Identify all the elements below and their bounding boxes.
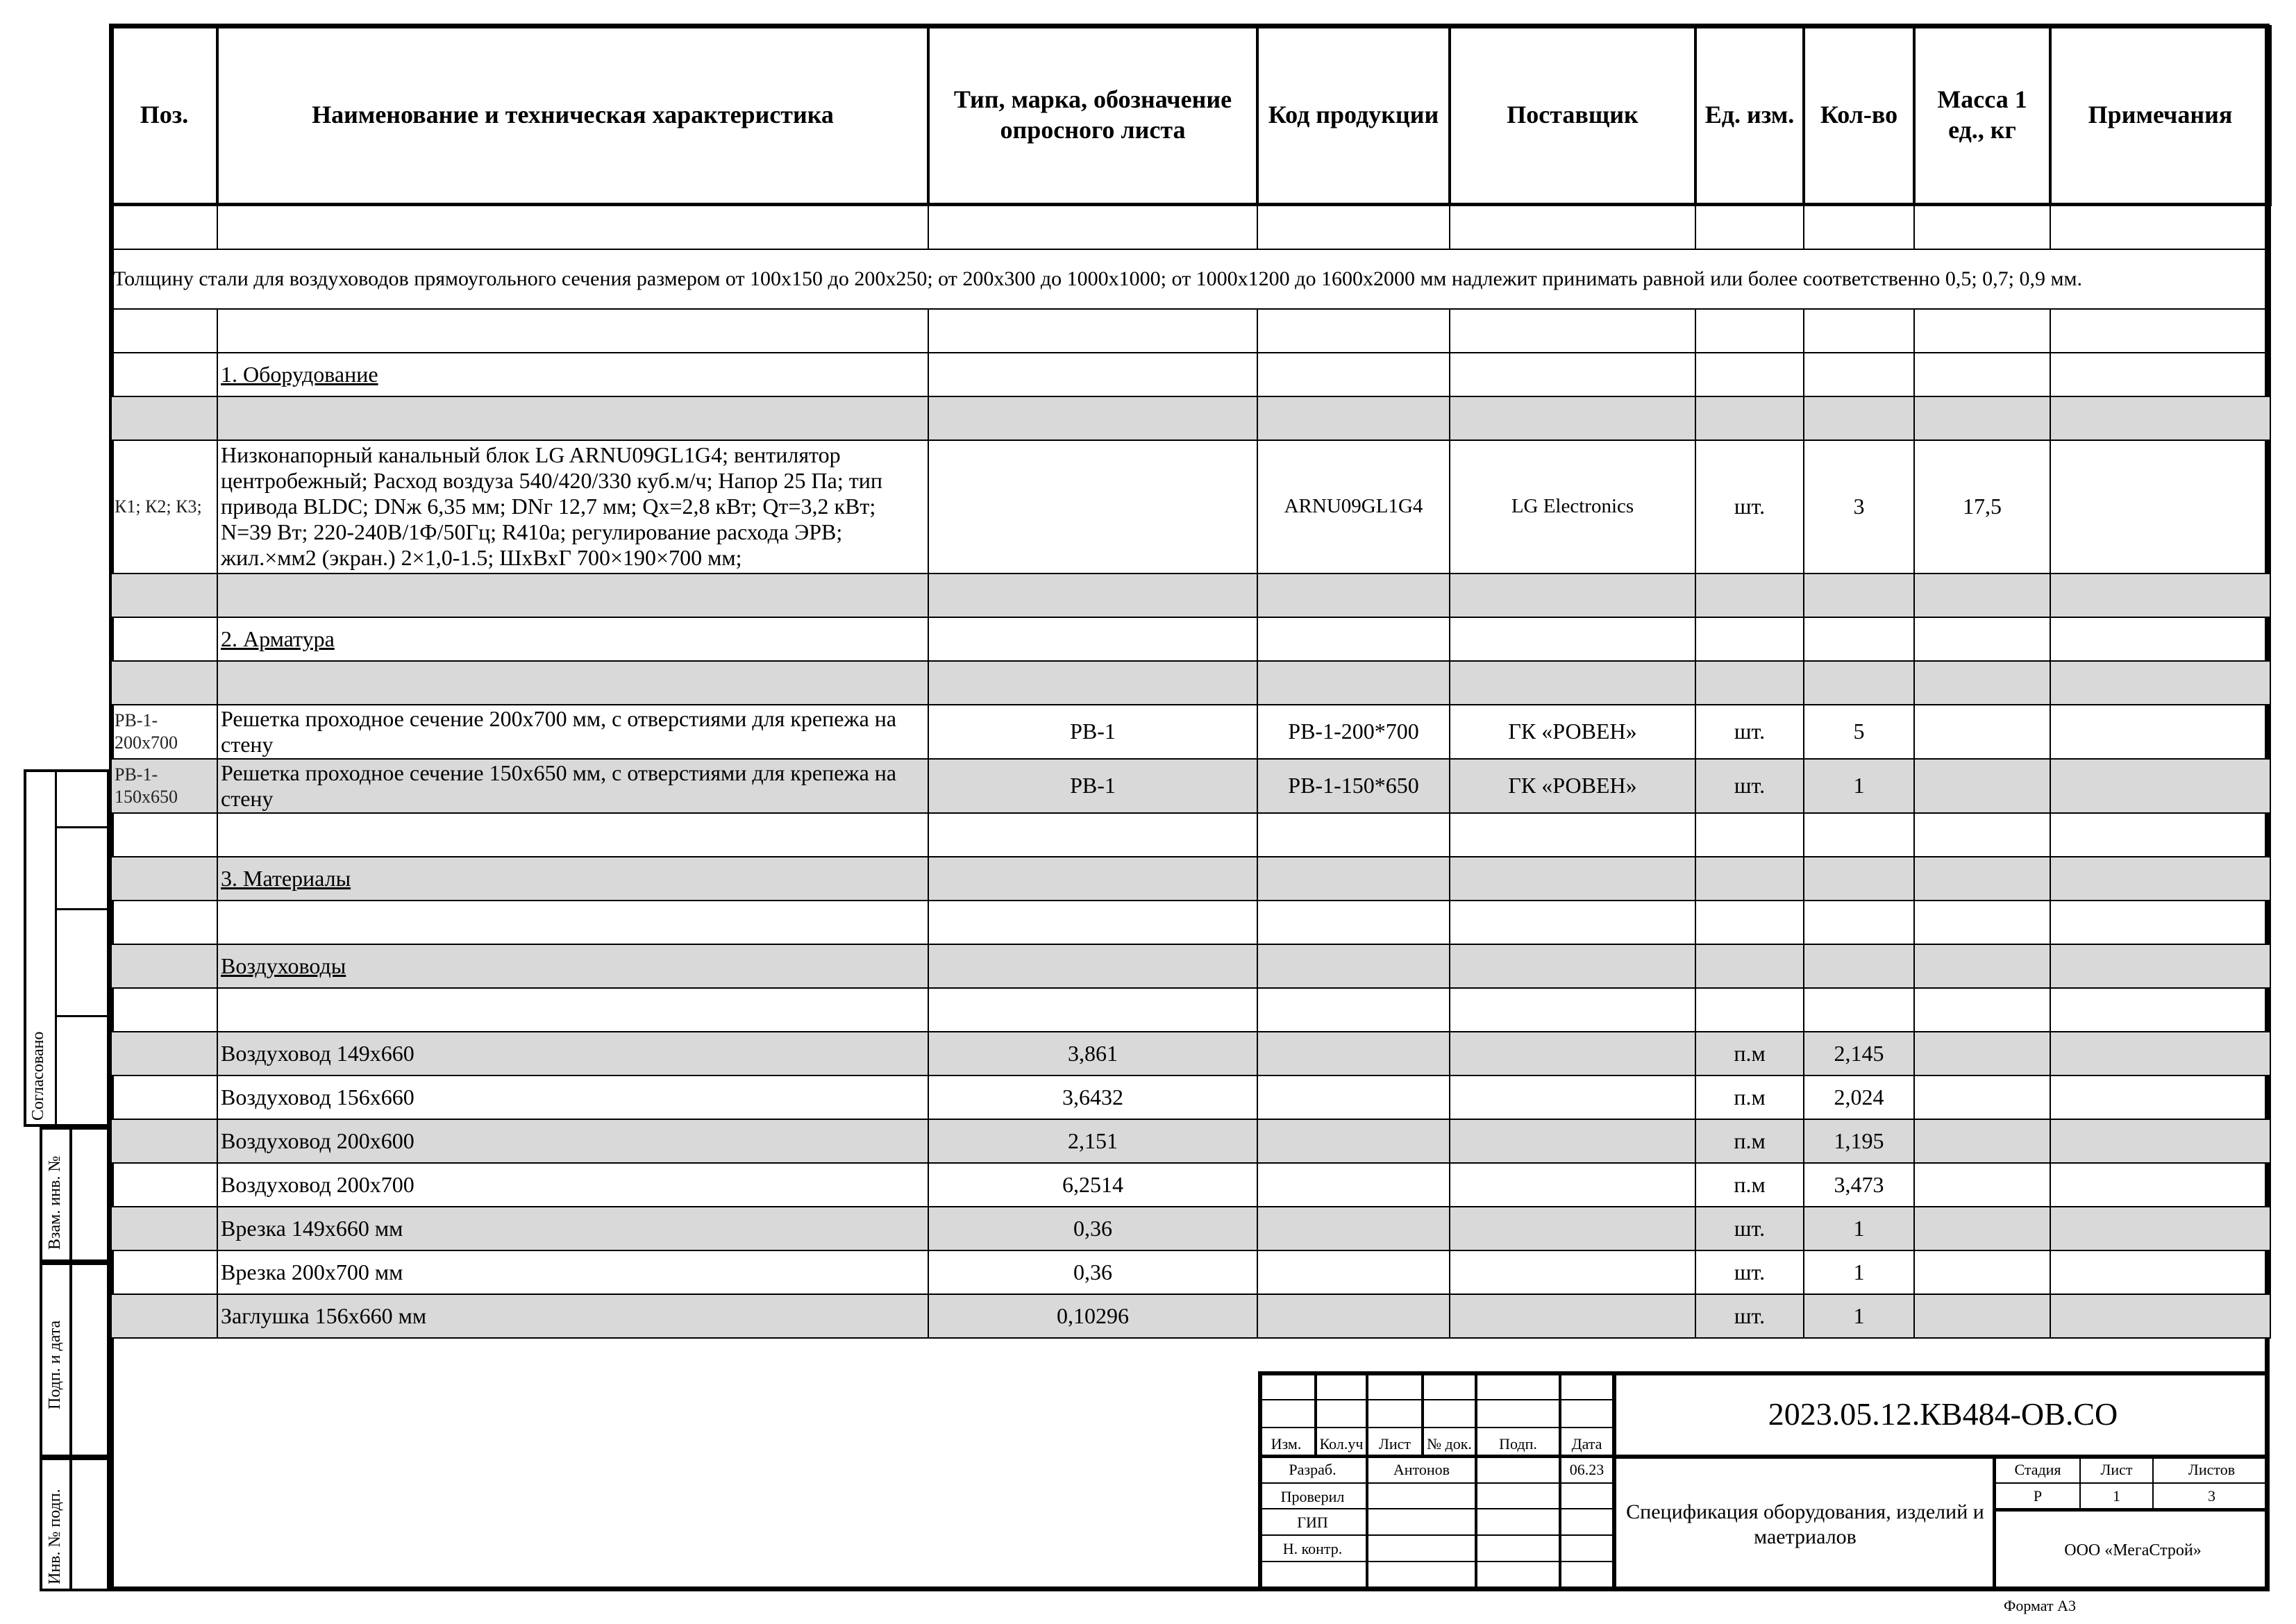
material-type: 6,2514 <box>928 1163 1257 1207</box>
inv-replace-label: Взам. инв. № <box>46 1155 64 1250</box>
col-name: Наименование и техническая характеристика <box>217 26 928 204</box>
material-type: 3,6432 <box>928 1075 1257 1119</box>
tb-developer-date: 06.23 <box>1569 1461 1604 1478</box>
tb-role-gip: ГИП <box>1297 1514 1328 1531</box>
fitting-qty: 5 <box>1804 705 1914 759</box>
tb-developer-name: Антонов <box>1393 1461 1450 1478</box>
equipment-qty: 3 <box>1804 440 1914 574</box>
material-name: Воздуховод 200х700 <box>217 1163 928 1207</box>
empty-row <box>111 901 2270 944</box>
material-name: Заглушка 156х660 мм <box>217 1294 928 1338</box>
material-row <box>111 1250 2270 1294</box>
fitting-code: РВ-1-200*700 <box>1257 705 1450 759</box>
fitting-pos: РВ-1-150х650 <box>111 759 217 813</box>
empty-row <box>111 661 2270 705</box>
section-row <box>111 944 2270 988</box>
tb-role-developer: Разраб. <box>1289 1461 1336 1478</box>
col-notes: Примечания <box>2050 26 2270 204</box>
material-qty: 1 <box>1804 1250 1914 1294</box>
tb-stage: Р <box>2033 1487 2043 1505</box>
material-unit: шт. <box>1695 1294 1804 1338</box>
col-mass: Масса 1 ед., кг <box>1914 26 2050 204</box>
section-row <box>111 857 2270 901</box>
material-unit: п.м <box>1695 1119 1804 1163</box>
company-name: ООО «МегаСтрой» <box>2064 1541 2202 1559</box>
sheet-format: Формат А3 <box>2003 1597 2077 1614</box>
section-row <box>111 617 2270 661</box>
fitting-name: Решетка проходное сечение 150х650 мм, с отверстиями для крепежа на стену <box>217 759 928 813</box>
inv-orig-label: Инв. № подп. <box>46 1489 64 1584</box>
empty-row <box>111 988 2270 1032</box>
fitting-row <box>111 759 2270 813</box>
material-row <box>111 1294 2270 1338</box>
document-code: 2023.05.12.КВ484-ОВ.СО <box>1768 1396 2118 1432</box>
fitting-supplier: ГК «РОВЕН» <box>1450 705 1695 759</box>
fitting-pos: РВ-1-200х700 <box>111 705 217 759</box>
note-row <box>111 249 2270 309</box>
material-unit: п.м <box>1695 1032 1804 1075</box>
col-pos: Поз. <box>111 26 217 204</box>
fitting-unit: шт. <box>1695 759 1804 813</box>
tb-col-date: Дата <box>1571 1435 1602 1453</box>
equipment-code: ARNU09GL1G4 <box>1257 440 1450 574</box>
tb-col-izm: Изм. <box>1271 1435 1302 1453</box>
material-type: 0,36 <box>928 1250 1257 1294</box>
material-type: 3,861 <box>928 1032 1257 1075</box>
equipment-supplier: LG Electronics <box>1450 440 1695 574</box>
fitting-code: РВ-1-150*650 <box>1257 759 1450 813</box>
tb-col-sign: Подп. <box>1499 1435 1537 1453</box>
tb-col-list: Лист <box>1378 1435 1411 1453</box>
material-name: Врезка 200х700 мм <box>217 1250 928 1294</box>
equipment-pos: К1; К2; К3; <box>111 440 217 574</box>
material-qty: 2,145 <box>1804 1032 1914 1075</box>
tb-role-checker: Проверил <box>1280 1488 1345 1505</box>
empty-row <box>111 204 2270 249</box>
sign-date-label: Подп. и дата <box>46 1320 64 1409</box>
fitting-type: РВ-1 <box>928 705 1257 759</box>
material-type: 0,10296 <box>928 1294 1257 1338</box>
tb-role-norm: Н. контр. <box>1282 1540 1343 1557</box>
col-supplier: Поставщик <box>1450 26 1695 204</box>
empty-row <box>111 574 2270 617</box>
material-qty: 1,195 <box>1804 1119 1914 1163</box>
material-unit: п.м <box>1695 1075 1804 1119</box>
empty-row <box>111 309 2270 353</box>
material-row <box>111 1119 2270 1163</box>
material-row <box>111 1163 2270 1207</box>
header-row <box>111 26 2270 204</box>
material-unit: шт. <box>1695 1250 1804 1294</box>
material-row <box>111 1032 2270 1075</box>
tb-stage-label: Стадия <box>2014 1461 2061 1478</box>
fitting-unit: шт. <box>1695 705 1804 759</box>
material-type: 2,151 <box>928 1119 1257 1163</box>
material-unit: шт. <box>1695 1207 1804 1250</box>
section-row <box>111 353 2270 396</box>
col-qty: Кол-во <box>1804 26 1914 204</box>
material-name: Врезка 149х660 мм <box>217 1207 928 1250</box>
equipment-mass: 17,5 <box>1914 440 2050 574</box>
equipment-name: Низконапорный канальный блок LG ARNU09GL1G4; вентилятор центробежный; Расход воздуза 540/420/330 куб.м/ч; Напор 25 Па; тип привода BLDC; DNж 6,35 мм; DNг 12,7 мм; Qх=2,8 кВт; Qт=3,2 кВт; N=39 Вт; 220-240В/1Ф/50Гц; R410a; регулирование расхода ЭРВ; жил.×мм2 (экран.) 2×1,0-1.5; ШхВхГ 700×190×700 мм; <box>217 440 928 574</box>
section-ducts: Воздуховоды <box>221 953 346 978</box>
fitting-type: РВ-1 <box>928 759 1257 813</box>
document-title: Спецификация оборудования, изделий и маетриалов <box>1626 1500 1984 1548</box>
equipment-unit: шт. <box>1695 440 1804 574</box>
fitting-qty: 1 <box>1804 759 1914 813</box>
material-name: Воздуховод 149х660 <box>217 1032 928 1075</box>
section-equipment: 1. Оборудование <box>221 361 378 387</box>
section-materials: 3. Материалы <box>221 865 351 891</box>
equipment-type <box>928 440 1257 574</box>
material-qty: 1 <box>1804 1207 1914 1250</box>
tb-sheet: 1 <box>2113 1487 2120 1505</box>
material-row <box>111 1075 2270 1119</box>
col-type: Тип, марка, обозначение опросного листа <box>928 26 1257 204</box>
material-name: Воздуховод 200х600 <box>217 1119 928 1163</box>
steel-thickness-note: Толщину стали для воздуховодов прямоугольного сечения размером от 100х150 до 200х250; от 200х300 до 1000х1000; от 1000х1200 до 1600х2000 мм надлежит принимать равной или более соответственно 0,5; 0,7; 0,9 мм. <box>111 249 2270 309</box>
tb-sheets: 3 <box>2208 1487 2215 1505</box>
empty-row <box>111 396 2270 440</box>
material-name: Воздуховод 156х660 <box>217 1075 928 1119</box>
tb-col-kolich: Кол.уч <box>1319 1435 1364 1453</box>
material-qty: 2,024 <box>1804 1075 1914 1119</box>
empty-row <box>111 813 2270 857</box>
tb-col-doc: № док. <box>1427 1435 1472 1453</box>
fitting-name: Решетка проходное сечение 200х700 мм, с отверстиями для крепежа на стену <box>217 705 928 759</box>
material-unit: п.м <box>1695 1163 1804 1207</box>
col-code: Код продукции <box>1257 26 1450 204</box>
equipment-row <box>111 440 2270 574</box>
agreed-label: Согласовано <box>29 1031 47 1121</box>
specification-table <box>110 25 2272 1339</box>
material-qty: 1 <box>1804 1294 1914 1338</box>
fitting-supplier: ГК «РОВЕН» <box>1450 759 1695 813</box>
material-qty: 3,473 <box>1804 1163 1914 1207</box>
section-fittings: 2. Арматура <box>221 626 335 651</box>
tb-sheets-label: Листов <box>2188 1461 2236 1478</box>
tb-sheet-label: Лист <box>2100 1461 2133 1478</box>
material-type: 0,36 <box>928 1207 1257 1250</box>
col-unit: Ед. изм. <box>1695 26 1804 204</box>
material-row <box>111 1207 2270 1250</box>
fitting-row <box>111 705 2270 759</box>
